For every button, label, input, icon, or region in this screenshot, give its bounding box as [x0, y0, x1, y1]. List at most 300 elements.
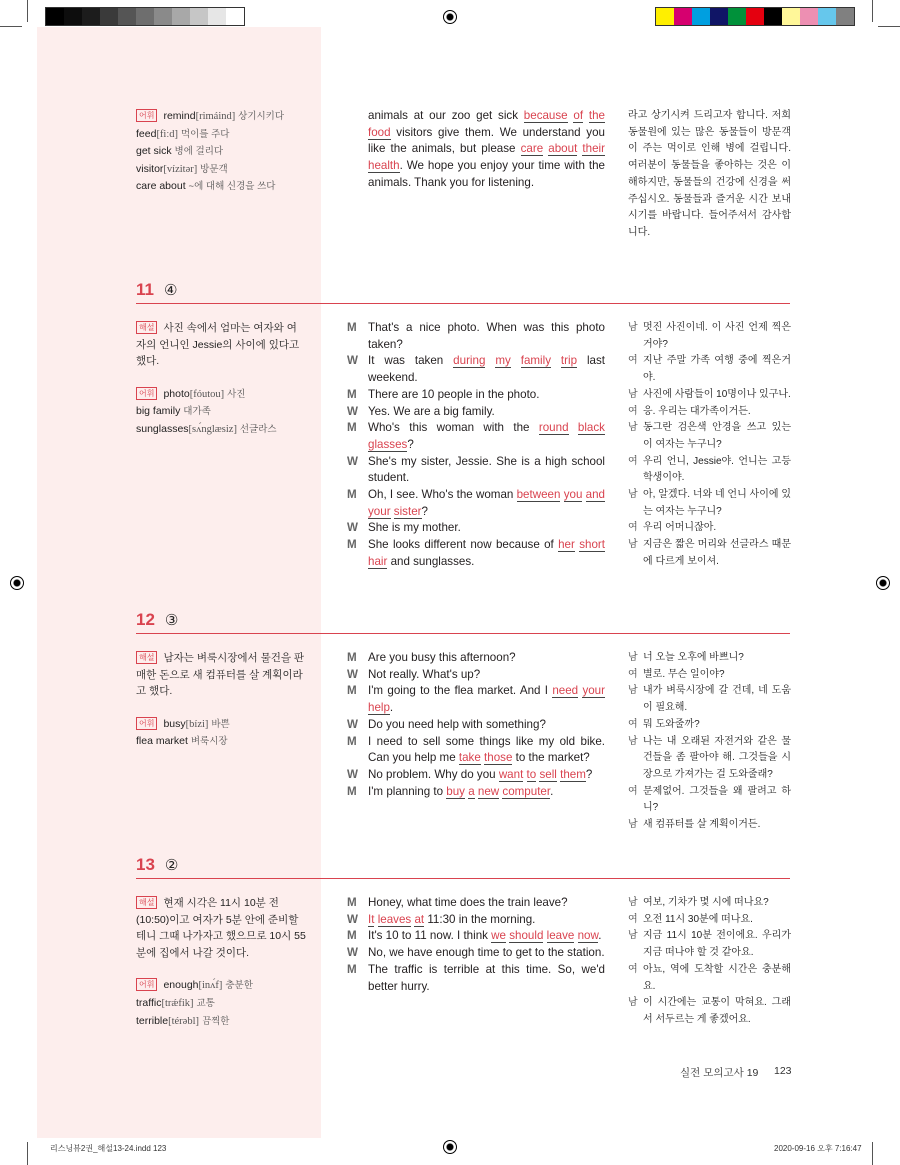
speaker-label: 남: [628, 422, 638, 434]
speaker-label: 여: [628, 405, 638, 417]
speaker-label: 여: [628, 668, 638, 680]
dialogue-script: [368, 108, 605, 192]
color-swatch: [782, 8, 800, 25]
dialogue-line: [347, 320, 605, 353]
vocab-tag: 어휘: [136, 109, 157, 122]
vocab-tag: 어휘: [136, 978, 157, 991]
vocab-word: get sick: [136, 145, 172, 158]
dialogue-text: [368, 487, 605, 520]
highlighted-word: new: [477, 784, 500, 798]
translation-line: [628, 817, 791, 834]
speaker-label: 여: [628, 913, 638, 925]
speaker-label: 남: [628, 897, 638, 908]
speaker-label: M: [347, 421, 357, 435]
color-swatch: [818, 8, 836, 25]
dialogue-line: [347, 683, 605, 716]
dialogue-line: [347, 487, 605, 520]
translation-text: 별로. 무슨 일이야?: [643, 668, 725, 680]
page-number: 123: [774, 1065, 792, 1077]
color-swatch: [674, 8, 692, 25]
dialogue-text: [368, 683, 605, 716]
explain-tag: 해설: [136, 896, 157, 909]
translation-line: [628, 353, 791, 386]
highlighted-word: computer: [502, 784, 551, 798]
dialogue-text: [368, 945, 605, 962]
dialogue-line: [347, 895, 605, 912]
crop-mark: [878, 26, 900, 27]
speaker-label: 여: [628, 963, 638, 975]
speaker-label: 남: [628, 685, 638, 697]
dialogue-segment: It was taken: [368, 354, 454, 368]
dialogue-text: [368, 420, 605, 453]
highlighted-word: and: [585, 488, 605, 502]
highlighted-phrase: [499, 768, 586, 782]
highlighted-word: now: [577, 929, 599, 943]
speaker-label: M: [347, 651, 357, 664]
dialogue-segment: visitors give them. We understand you like the animals, but please: [368, 125, 605, 156]
highlighted-word: of: [573, 109, 584, 122]
vocab-item: [136, 403, 306, 421]
translation-line: [628, 784, 791, 817]
vocab-item: [136, 386, 306, 404]
dialogue-line: [347, 928, 605, 945]
highlighted-word: we: [491, 929, 506, 943]
highlighted-word: short: [579, 538, 605, 552]
dialogue-line: [347, 667, 605, 684]
dialogue-segment: to the market?: [512, 751, 590, 765]
dialogue-line: [347, 650, 605, 667]
speaker-label: M: [347, 929, 357, 943]
dialogue-line: [347, 404, 605, 421]
translation-line: [628, 487, 791, 520]
gray-swatch: [64, 8, 82, 25]
speaker-label: 여: [628, 455, 638, 467]
dialogue-text: [368, 928, 605, 945]
explanation-box: [136, 320, 306, 439]
timestamp: 2020-09-16 오후 7:16:47: [774, 1144, 862, 1153]
vocab-item: [136, 716, 306, 734]
speaker-label: M: [347, 387, 357, 401]
speaker-label: M: [347, 784, 357, 798]
dialogue-line: [347, 945, 605, 962]
translation-text: 여보, 기차가 몇 시에 떠나요?: [643, 897, 769, 908]
speaker-label: M: [347, 538, 357, 552]
highlighted-word: a: [468, 784, 475, 798]
highlighted-word: should: [509, 929, 544, 943]
translation-text: 사진에 사람들이 10명이나 있구나.: [643, 388, 791, 400]
color-swatch: [764, 8, 782, 25]
color-swatch: [836, 8, 854, 25]
highlighted-word: during: [453, 354, 486, 368]
vocab-item: [136, 161, 306, 179]
vocab-meaning: 대가족: [183, 406, 211, 418]
dialogue-segment: No, we have enough time to get to the station.: [368, 946, 605, 960]
dialogue-segment: Who's this woman with the: [368, 421, 539, 435]
vocab-meaning: 사진: [227, 388, 246, 400]
dialogue-text: [368, 537, 605, 570]
explanation-box: [136, 650, 306, 751]
color-swatch: [692, 8, 710, 25]
vocab-word: flea market: [136, 735, 188, 748]
speaker-label: 남: [628, 652, 638, 663]
vocab-meaning: 선글라스: [239, 423, 277, 435]
vocab-word: sunglasses: [136, 422, 189, 435]
highlighted-word: food: [368, 125, 391, 139]
registration-mark-icon: [443, 10, 457, 24]
vocab-item: [136, 178, 306, 196]
highlighted-word: glasses: [368, 437, 408, 451]
speaker-label: W: [347, 354, 358, 368]
dialogue-segment: No problem. Why do you: [368, 767, 499, 781]
translation-text: 라고 상기시켜 드리고자 합니다. 저희 동물원에 있는 많은 동물들이 방문객이 주는 먹이로 인해 병에 걸립니다. 여러분이 동물들을 좋아하는 것은 이해하지만, 동물들의 건강에 신경을 써 주십시오. 동물들과 즐거운 시간 보내시기를 바랍니다. 들어주셔서 감사합니다.: [628, 110, 791, 238]
dialogue-segment: ?: [407, 437, 414, 451]
speaker-label: 여: [628, 718, 638, 730]
translation: [628, 108, 791, 242]
vocab-meaning: 상기시키다: [238, 111, 285, 122]
dialogue-line: [368, 108, 605, 192]
dialogue-line: [347, 520, 605, 537]
dialogue-segment: and sunglasses.: [387, 554, 475, 568]
vocab-word: remind: [163, 110, 196, 122]
dialogue-segment: Do you need help with something?: [368, 717, 546, 731]
explanation-text: 남자는 벼룩시장에서 물건을 판매한 돈으로 새 컴퓨터를 살 계획이라고 했다.: [136, 652, 305, 698]
speaker-label: 남: [628, 388, 638, 400]
speaker-label: 남: [628, 819, 638, 831]
speaker-label: W: [347, 404, 358, 418]
translation-text: 응. 우리는 대가족이거든.: [643, 405, 751, 417]
highlighted-word: round: [538, 421, 569, 435]
explanation: [136, 650, 306, 700]
dialogue-text: [368, 454, 605, 487]
translation-line: [628, 537, 791, 570]
color-swatch: [656, 8, 674, 25]
highlighted-phrase: [446, 785, 550, 799]
highlighted-word: need: [552, 684, 579, 698]
dialogue-segment: .: [598, 929, 602, 943]
answer-mark: ④: [163, 282, 178, 299]
translation-line: [628, 912, 791, 929]
translation-line: [628, 683, 791, 716]
translation-text: 이 시간에는 교통이 막혀요. 그래서 서두르는 게 좋겠어요.: [643, 997, 791, 1025]
speaker-label: M: [347, 962, 357, 976]
speaker-label: 남: [628, 539, 638, 551]
dialogue-line: [347, 353, 605, 386]
dialogue-text: [368, 520, 605, 537]
speaker-label: M: [347, 896, 357, 909]
dialogue-text: [368, 895, 605, 912]
gray-swatch: [208, 8, 226, 25]
dialogue-segment: .: [389, 701, 394, 715]
vocab-word: busy: [163, 717, 186, 730]
translation-line: [628, 928, 791, 961]
vocab-word: enough: [163, 979, 199, 992]
translation-text: 지금은 짧은 머리와 선글라스 때문에 다르게 보이셔.: [643, 539, 791, 567]
translation-text: 멋진 사진이네. 이 사진 언제 찍은 거야?: [643, 322, 791, 350]
spacer: [136, 370, 306, 386]
highlighted-word: take: [458, 751, 481, 765]
dialogue-text: [368, 717, 605, 734]
vocab-meaning: 충분한: [225, 980, 253, 992]
vocab-word: big family: [136, 405, 181, 418]
highlighted-word: about: [548, 142, 578, 156]
color-swatch: [710, 8, 728, 25]
translation-text: 나는 내 오래된 자전거와 같은 물건들을 좀 팔아야 해. 그것들을 시장으로 가져가는 걸 도와줄래?: [643, 735, 791, 780]
question-number: 12: [136, 610, 155, 629]
dialogue-segment: She's my sister, Jessie. She is a high school student.: [368, 454, 605, 485]
file-slug: 리스닝뷰2권_해설13-24.indd 123: [50, 1144, 167, 1153]
translation-line: [628, 895, 791, 912]
vocab-item: [136, 733, 306, 751]
highlighted-word: black: [577, 421, 605, 435]
highlighted-word: help: [368, 701, 390, 715]
gray-swatch: [190, 8, 208, 25]
speaker-label: 남: [628, 322, 638, 333]
highlighted-word: my: [495, 354, 511, 368]
speaker-label: W: [347, 667, 358, 681]
highlighted-word: at: [414, 912, 425, 926]
translation-line: [628, 650, 791, 667]
speaker-label: W: [347, 717, 358, 731]
running-title: 실전 모의고사 19: [680, 1067, 759, 1079]
highlighted-word: because: [523, 109, 568, 122]
speaker-label: M: [347, 321, 357, 334]
translation-line: [628, 995, 791, 1028]
translation-line: [628, 454, 791, 487]
dialogue-segment: I'm planning to: [368, 784, 447, 798]
translation-text: 문제없어. 그것들을 왜 팔려고 하니?: [643, 785, 791, 814]
highlighted-word: your: [368, 504, 391, 518]
crop-mark: [0, 26, 22, 27]
color-calibration-bar: [655, 7, 855, 26]
spacer: [136, 700, 306, 716]
translation-line: [628, 717, 791, 734]
vocab-meaning: ~에 대해 신경을 쓰다: [188, 181, 276, 193]
highlighted-word: family: [520, 354, 551, 368]
vocab-phonetic: [fóutou]: [189, 388, 225, 400]
translation-line: [628, 520, 791, 537]
dialogue-segment: Are you busy this afternoon?: [368, 651, 516, 664]
translation-text: 내가 벼룩시장에 갈 건데, 네 도움이 필요해.: [643, 685, 791, 714]
vocab-word: care about: [136, 180, 186, 193]
dialogue-segment: The traffic is terrible at this time. So, we'd better hurry.: [368, 962, 605, 993]
vocab-item: [136, 143, 306, 161]
dialogue-script: [347, 895, 605, 995]
registration-mark-icon: [443, 1140, 457, 1154]
speaker-label: W: [347, 912, 358, 926]
vocab-phonetic: [térəbl]: [168, 1015, 200, 1027]
dialogue-text: [368, 962, 605, 995]
dialogue-segment: 11:30 in the morning.: [424, 912, 536, 926]
highlighted-word: care: [520, 142, 544, 156]
highlighted-word: hair: [368, 554, 388, 568]
registration-mark-icon: [10, 576, 24, 590]
speaker-label: 남: [628, 735, 638, 747]
dialogue-line: [347, 537, 605, 570]
dialogue-text: [368, 320, 605, 353]
explanation: [136, 895, 306, 961]
dialogue-text: [368, 734, 605, 767]
vocab-phonetic: [bízi]: [185, 718, 209, 730]
dialogue-line: [347, 912, 605, 929]
dialogue-text: [368, 767, 605, 784]
vocab-phonetic: [rimáind]: [195, 111, 236, 122]
explanation-text: 사진 속에서 엄마는 여자와 여자의 언니인 Jessie의 사이에 있다고 했다.: [136, 322, 300, 368]
dialogue-segment: .: [550, 784, 554, 798]
vocab-tag: 어휘: [136, 387, 157, 400]
speaker-label: W: [347, 521, 358, 535]
highlighted-word: It: [368, 912, 375, 926]
speaker-label: W: [347, 767, 358, 781]
dialogue-segment: Not really. What's up?: [368, 667, 481, 681]
highlighted-word: want: [498, 767, 524, 781]
gray-swatch: [118, 8, 136, 25]
dialogue-segment: Honey, what time does the train leave?: [368, 896, 568, 909]
translation-text: 아뇨, 역에 도착할 시간은 충분해요.: [643, 963, 791, 992]
dialogue-line: [347, 767, 605, 784]
dialogue-line: [347, 387, 605, 404]
dialogue-script: [347, 320, 605, 571]
translation-line: [628, 404, 791, 421]
dialogue-line: [347, 454, 605, 487]
vocab-item: [136, 126, 306, 144]
dialogue-line: [347, 962, 605, 995]
registration-mark-icon: [876, 576, 890, 590]
dialogue-text: [368, 784, 605, 801]
gray-swatch: [100, 8, 118, 25]
translation-line: [628, 667, 791, 684]
vocab-word: terrible: [136, 1014, 169, 1027]
dialogue-line: [347, 734, 605, 767]
gray-swatch: [82, 8, 100, 25]
dialogue-segment: There are 10 people in the photo.: [368, 387, 540, 401]
gray-swatch: [172, 8, 190, 25]
vocab-meaning: 병에 걸리다: [174, 146, 224, 158]
speaker-label: M: [347, 684, 357, 698]
highlighted-word: their: [582, 142, 605, 156]
translation-line: [628, 320, 791, 353]
highlighted-word: those: [484, 751, 513, 765]
vocab-meaning: 벼룩시장: [190, 736, 228, 748]
speaker-label: 여: [628, 355, 638, 367]
vocab-meaning: 바쁜: [211, 718, 230, 730]
highlighted-word: to: [526, 767, 537, 781]
dialogue-segment: . We hope you enjoy your time with the animals. Thank you for listening.: [368, 159, 605, 189]
translation-line: [628, 387, 791, 404]
explanation: [136, 320, 306, 370]
gray-swatch: [226, 8, 244, 25]
dialogue-segment: It's 10 to 11 now. I think: [368, 929, 492, 943]
vocab-word: traffic: [136, 996, 162, 1009]
dialogue-segment: She looks different now because of: [368, 538, 559, 552]
vocab-meaning: 먹이를 주다: [180, 128, 230, 140]
explanation-text: 현재 시각은 11시 10분 전(10:50)이고 여자가 5분 안에 준비할 테니 그때 나가자고 했으므로 10시 55분에 집에서 나갈 것이다.: [136, 897, 306, 959]
question-number: 13: [136, 855, 155, 874]
speaker-label: W: [347, 946, 358, 960]
translation-line: [628, 108, 791, 242]
vocab-item: [136, 977, 306, 995]
vocab-word: visitor: [136, 162, 164, 175]
dialogue-text: [368, 667, 605, 684]
dialogue-segment: I need to sell some things like my old bike. Can you help me: [368, 734, 605, 765]
translation: [628, 650, 791, 834]
question-number: 11: [136, 280, 154, 299]
dialogue-segment: Oh, I see. Who's the woman: [368, 488, 517, 502]
vocab-phonetic: [vízitər]: [163, 163, 198, 175]
gray-swatch: [136, 8, 154, 25]
dialogue-segment: She is my mother.: [368, 521, 461, 535]
vocab-item: [136, 421, 306, 439]
crop-mark: [872, 0, 873, 22]
vocab-phonetic: [trǽfik]: [161, 997, 194, 1009]
dialogue-text: [368, 912, 605, 929]
speaker-label: 남: [628, 997, 638, 1009]
vocab-meaning: 끔찍한: [201, 1015, 230, 1027]
translation-line: [628, 734, 791, 784]
dialogue-segment: Yes. We are a big family.: [368, 404, 495, 418]
highlighted-word: trip: [560, 354, 578, 368]
speaker-label: 여: [628, 522, 638, 534]
translation-text: 너 오늘 오후에 바쁘니?: [643, 652, 744, 663]
dialogue-line: [347, 420, 605, 453]
translation-text: 동그란 검은색 안경을 쓰고 있는 이 여자는 누구니?: [643, 422, 791, 450]
vocab-phonetic: [inʌ́f]: [198, 980, 223, 992]
vocab-tag: 어휘: [136, 717, 157, 730]
dialogue-text: [368, 404, 605, 421]
vocab-phonetic: [fiːd]: [156, 128, 179, 140]
dialogue-segment: I'm going to the flea market. And I: [368, 684, 553, 698]
translation-text: 새 컴퓨터를 살 계획이거든.: [643, 819, 761, 831]
highlighted-word: them: [560, 767, 586, 781]
highlighted-word: the: [588, 109, 605, 122]
translation-text: 오전 11시 30분에 떠나요.: [643, 913, 753, 925]
section-header: [136, 610, 790, 634]
explain-tag: 해설: [136, 651, 157, 664]
section-header: [136, 280, 790, 304]
color-swatch: [728, 8, 746, 25]
crop-mark: [872, 1142, 873, 1165]
spacer: [136, 961, 306, 977]
speaker-label: M: [347, 488, 357, 502]
highlighted-word: leave: [546, 929, 575, 943]
highlighted-word: between: [516, 488, 561, 502]
speaker-label: 여: [628, 785, 638, 797]
vocab-phonetic: [sʌ́nglæsiz]: [188, 423, 237, 435]
highlighted-word: you: [563, 488, 583, 502]
dialogue-segment: ?: [585, 767, 593, 781]
answer-mark: ②: [164, 857, 179, 874]
vocab-word: feed: [136, 127, 157, 140]
highlighted-phrase: [368, 913, 424, 927]
dialogue-text: [368, 353, 605, 386]
highlighted-word: buy: [446, 784, 465, 798]
color-swatch: [746, 8, 764, 25]
translation-text: 우리 어머니잖아.: [643, 522, 717, 534]
color-swatch: [800, 8, 818, 25]
dialogue-text: [368, 108, 605, 192]
speaker-label: 남: [628, 930, 638, 942]
speaker-label: M: [347, 734, 357, 748]
vocab-meaning: 방문객: [200, 163, 228, 175]
vocab-box: [136, 108, 306, 196]
highlighted-phrase: [459, 751, 513, 765]
vocab-item: [136, 1013, 306, 1031]
dialogue-segment: ?: [421, 504, 428, 518]
vocab-item: [136, 995, 306, 1013]
dialogue-line: [347, 717, 605, 734]
translation: [628, 895, 791, 1029]
dialogue-text: [368, 650, 605, 667]
highlighted-phrase: [491, 929, 598, 943]
